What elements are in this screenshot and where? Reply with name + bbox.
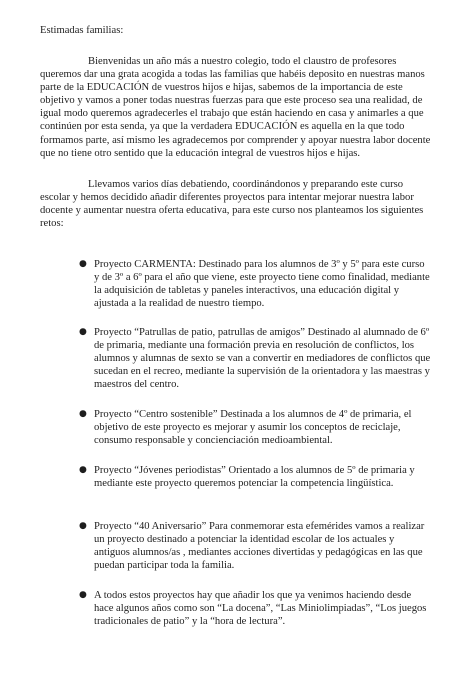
bullet-icon: ●	[79, 327, 87, 337]
letter-greeting: Estimadas familias:	[40, 25, 124, 36]
project-item-existing-projects	[79, 589, 432, 628]
project-item-carmenta	[79, 258, 432, 310]
project-item-patrullas	[79, 326, 432, 391]
project-item-jovenes-periodistas	[79, 464, 432, 490]
welcome-paragraph: Bienvenidas un año más a nuestro colegio, todo el claustro de profesores queremos dar una grata acogida a todas las familias que habéis deposito en nuestras manos parte de la EDUCACIÓN de vuestros hijos e hijas, sabemos de la importancia de este objetivo y vamos a poner todas nuestras fuerzas para que este proceso sea una realidad, de igual modo queremos agradecerles el trabajo que están haciendo en casa y animarles a que continúen por esta senda, ya que la verdadera EDUCACIÓN es aquella en la que todo formamos parte, así mismo les agradecemos por comprender y apoyar nuestra labor docente que no tiene otro sentido que la educación integral de vuestros hijos e hijas.	[40, 56, 431, 159]
project-item-text: A todos estos proyectos hay que añadir los que ya venimos haciendo desde hace algunos años como son “La docena”, “Las Miniolimpiadas”, “Los juegos tradicionales de patio” y la “hora de lectura”.	[94, 590, 427, 628]
projects-intro-paragraph: Llevamos varios días debatiendo, coordinándonos y preparando este curso escolar y hemos decidido añadir diferentes proyectos para intentar mejorar nuestra labor docente y aumentar nuestra oferta educativa, para este curso nos planteamos los siguientes retos:	[40, 179, 424, 230]
bullet-icon: ●	[79, 521, 87, 531]
project-item-text: Proyecto “Centro sostenible” Destinada a los alumnos de 4º de primaria, el objetivo de este proyecto es mejorar y asumir los conceptos de reciclaje, consumo responsable y concienciación medioambiental.	[94, 409, 412, 447]
project-item-text: Proyecto “40 Aniversario” Para conmemorar esta efemérides vamos a realizar un proyecto destinado a potenciar la identidad escolar de los actuales y antiguos alumnos/as , mediantes acciones divertidas y pedagógicas en las que puedan participar toda la familia.	[94, 521, 425, 572]
bullet-icon: ●	[79, 409, 87, 419]
bullet-icon: ●	[79, 590, 87, 600]
project-item-text: Proyecto CARMENTA: Destinado para los alumnos de 3º y 5º para este curso y de 3º a 6º para el año que viene, este proyecto tiene como finalidad, mediante la adquisición de tabletas y paneles interactivos, una educación digital y ajustada a la realidad de nuestro tiempo.	[94, 259, 430, 310]
bullet-icon: ●	[79, 259, 87, 269]
project-item-centro-sostenible	[79, 408, 432, 447]
project-item-text: Proyecto “Jóvenes periodistas” Orientado a los alumnos de 5º de primaria y mediante este proyecto queremos potenciar la competencia lingüística.	[94, 465, 415, 490]
project-item-text: Proyecto “Patrullas de patio, patrullas de amigos” Destinado al alumnado de 6º de primaria, mediante una formación previa en resolución de conflictos, los alumnos y alumnas de sexto se van a convertir en mediadores de conflictos que sucedan en el recreo, mediante la supervisión de la orientadora y las maestras y maestros del centro.	[94, 327, 431, 391]
project-item-40-aniversario	[79, 520, 432, 572]
bullet-icon: ●	[79, 465, 87, 475]
